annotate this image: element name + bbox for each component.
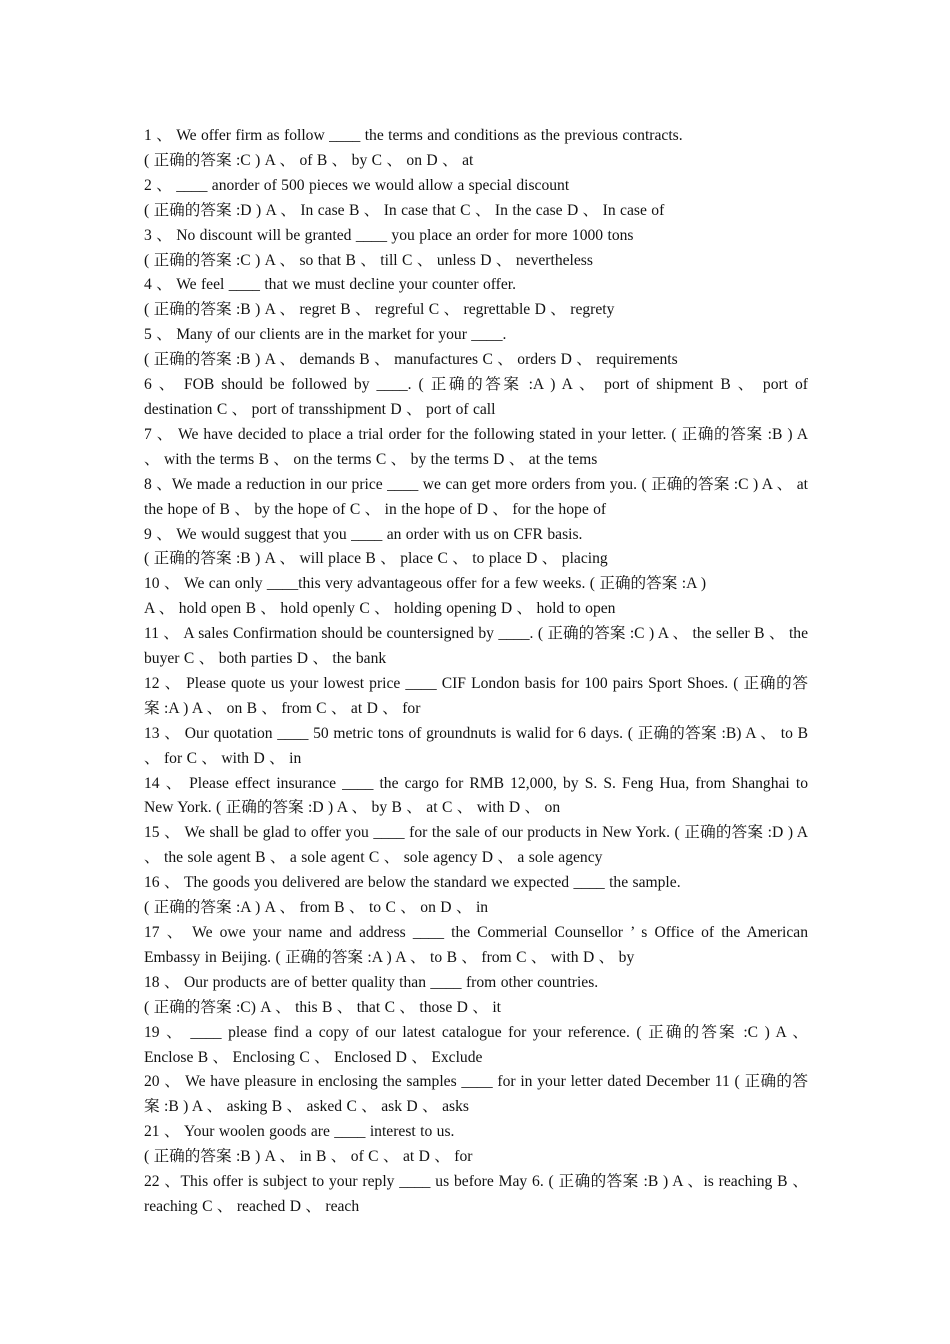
- question-18-answer: ( 正确的答案 :C) A 、 this B 、 that C 、 those D 、 it: [144, 998, 501, 1016]
- question-10-text: 10 、 We can only ____this very advantageous offer for a few weeks. ( 正确的答案 :A ): [144, 575, 707, 593]
- question-3-text: 3 、 No discount will be granted ____ you place an order for more 1000 tons: [144, 226, 634, 244]
- question-2-text: 2 、 ____ anorder of 500 pieces we would allow a special discount: [144, 176, 570, 194]
- question-5-text: 5 、 Many of our clients are in the market for your ____.: [144, 326, 507, 344]
- question-21-text: 21 、 Your woolen goods are ____ interest to us.: [144, 1123, 455, 1141]
- question-14: 14 、 Please effect insurance ____ the cargo for RMB 12,000, by S. S. Feng Hua, from Shanghai to New York. ( 正确的答案 :D ) A 、 by B 、 at C 、 with D 、 on: [144, 774, 808, 817]
- question-1-text: 1 、 We offer firm as follow ____ the terms and conditions as the previous contracts.: [144, 127, 683, 144]
- question-5-answer: ( 正确的答案 :B ) A 、 demands B 、 manufactures C 、 orders D 、 requirements: [144, 351, 678, 369]
- question-7: 7 、 We have decided to place a trial order for the following stated in your letter. ( 正确的答案 :B ) A 、 with the terms B 、 on the terms C 、 by the terms D 、 at the tems: [144, 425, 808, 468]
- question-3-answer: ( 正确的答案 :C ) A 、 so that B 、 till C 、 unless D 、 nevertheless: [144, 251, 593, 269]
- question-18-text: 18 、 Our products are of better quality than ____ from other countries.: [144, 973, 599, 991]
- question-13: 13 、 Our quotation ____ 50 metric tons of groundnuts is walid for 6 days. ( 正确的答案 :B) A 、 to B 、 for C 、 with D 、 in: [144, 724, 808, 767]
- question-19: 19 、 ____ please find a copy of our latest catalogue for your reference. ( 正确的答案 :C ) A 、 Enclose B 、 Enclosing C 、 Enclosed D 、 Exclude: [144, 1023, 808, 1066]
- question-22: 22 、This offer is subject to your reply ____ us before May 6. ( 正确的答案 :B ) A 、is reaching B 、 reaching C 、 reached D 、 reach: [144, 1173, 808, 1215]
- question-list: [144, 124, 808, 1220]
- question-6: 6 、 FOB should be followed by ____. ( 正确的答案 :A ) A 、 port of shipment B 、 port of destination C 、 port of transshipment D 、 port of call: [144, 376, 808, 418]
- question-4-answer: ( 正确的答案 :B ) A 、 regret B 、 regreful C 、 regrettable D 、 regrety: [144, 301, 615, 319]
- question-9-text: 9 、 We would suggest that you ____ an order with us on CFR basis.: [144, 525, 583, 543]
- question-16-text: 16 、 The goods you delivered are below the standard we expected ____ the sample.: [144, 874, 681, 892]
- question-2-answer: ( 正确的答案 :D ) A 、 In case B 、 In case that C 、 In the case D 、 In case of: [144, 201, 665, 219]
- question-17: 17 、 We owe your name and address ____ the Commerial Counsellor ’ s Office of the American Embassy in Beijing. ( 正确的答案 :A ) A 、 to B 、 from C 、 with D 、 by: [144, 924, 808, 966]
- question-8: 8 、We made a reduction in our price ____ we can get more orders from you. ( 正确的答案 :C ) A 、 at the hope of B 、 by the hope of C 、 in the hope of D 、 for the hope of: [144, 475, 808, 518]
- question-15: 15 、 We shall be glad to offer you ____ for the sale of our products in New York. ( 正确的答案 :D ) A 、 the sole agent B 、 a sole agent C 、 sole agency D 、 a sole agency: [144, 824, 808, 867]
- question-1-answer: ( 正确的答案 :C ) A 、 of B 、 by C 、 on D 、 at: [144, 151, 474, 169]
- question-21-answer: ( 正确的答案 :B ) A 、 in B 、 of C 、 at D 、 for: [144, 1148, 473, 1166]
- question-20: 20 、 We have pleasure in enclosing the samples ____ for in your letter dated December 11 ( 正确的答案 :B ) A 、 asking B 、 asked C 、 ask D 、 asks: [144, 1073, 808, 1116]
- question-10-options: A 、 hold open B 、 hold openly C 、 holding opening D 、 hold to open: [144, 600, 616, 618]
- question-4-text: 4 、 We feel ____ that we must decline your counter offer.: [144, 276, 517, 294]
- question-11: 11 、 A sales Confirmation should be countersigned by ____. ( 正确的答案 :C ) A 、 the seller B 、 the buyer C 、 both parties D 、 the bank: [144, 625, 808, 668]
- question-16-answer: ( 正确的答案 :A ) A 、 from B 、 to C 、 on D 、 in: [144, 899, 489, 917]
- question-12: 12 、 Please quote us your lowest price ____ CIF London basis for 100 pairs Sport Shoes. ( 正确的答案 :A ) A 、 on B 、 from C 、 at D 、 for: [144, 674, 808, 717]
- question-9-answer: ( 正确的答案 :B ) A 、 will place B 、 place C 、 to place D 、 placing: [144, 550, 608, 568]
